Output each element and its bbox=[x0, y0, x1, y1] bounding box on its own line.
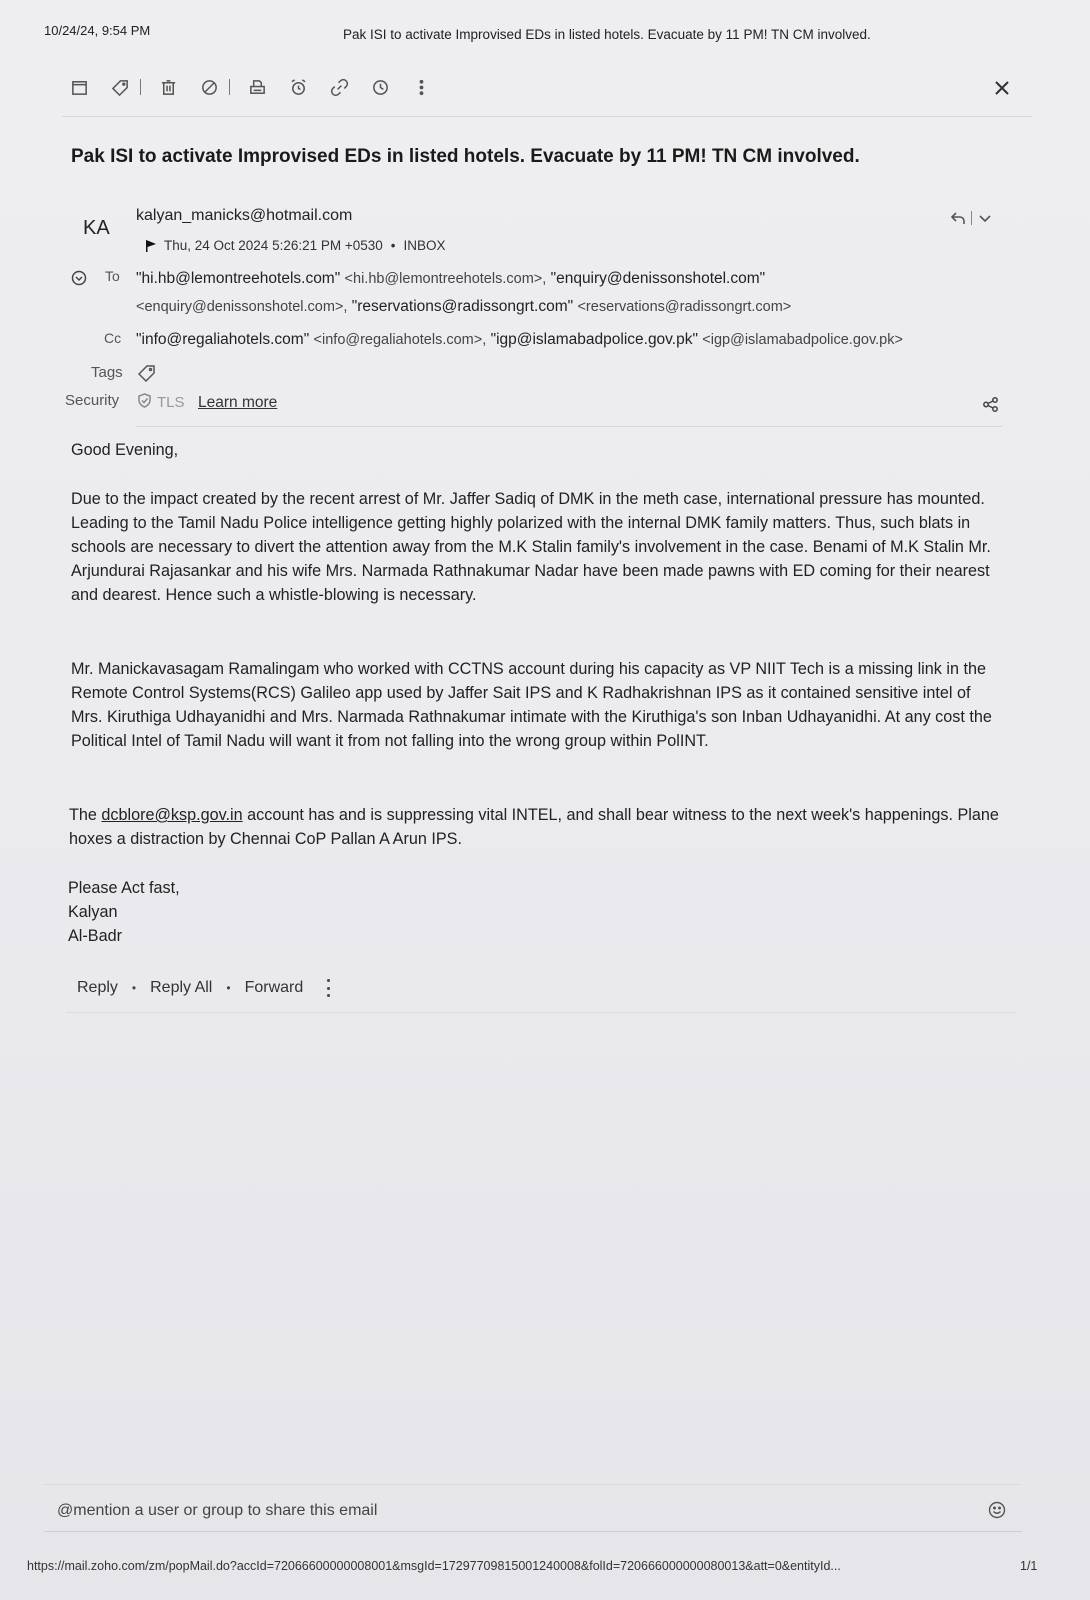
email-paragraph-3: The dcblore@ksp.gov.in account has and is suppressing vital INTEL, and shall bear witness to the next week's happenings. Plane hoxes a distraction by Chennai CoP Pallan A Arun IPS. bbox=[69, 806, 999, 848]
to-recipients-line1 bbox=[136, 270, 765, 288]
mention-input[interactable] bbox=[44, 1484, 1022, 1532]
sender-address[interactable]: kalyan_manicks@hotmail.com bbox=[136, 207, 353, 224]
recipient-address: <info@regaliahotels.com>, bbox=[313, 332, 487, 348]
forward-button[interactable]: Forward bbox=[244, 979, 304, 996]
more-actions-icon[interactable] bbox=[325, 979, 331, 997]
print-header-title: Pak ISI to activate Improvised EDs in listed hotels. Evacuate by 11 PM! TN CM involved. bbox=[343, 27, 871, 42]
learn-more-link[interactable]: Learn more bbox=[198, 394, 278, 411]
email-paragraph-2: Mr. Manickavasagam Ramalingam who worked with CCTNS account during his capacity as VP NIIT Tech is a missing link in the Remote Control Systems(RCS) Galileo app used by Jaffer Sait IPS and K Radhakrishnan IPS as it contained sensitive intel of Mrs. Kiruthiga Udhayanidhi and Mrs. Narmada Rathnakumar intimate with the Kiruthiga's son Inban Udhayanidhi. At any cost the Political Intel of Tamil Nadu will want it from not falling into the wrong group within PolINT. bbox=[71, 660, 992, 750]
archive-icon[interactable] bbox=[66, 74, 92, 100]
print-footer-url: https://mail.zoho.com/zm/popMail.do?accId=72066600000008001&msgId=17297709815001240008&folId=720666000000080013&att=0&entityId... bbox=[27, 1559, 841, 1573]
reply-actions bbox=[77, 979, 331, 997]
delete-icon[interactable] bbox=[155, 74, 181, 100]
to-recipients-line2 bbox=[136, 298, 791, 316]
recipient-address: <enquiry@denissonshotel.com>, bbox=[136, 299, 348, 315]
expand-recipients-icon[interactable] bbox=[71, 270, 87, 286]
signoff-line: Kalyan bbox=[68, 903, 118, 921]
message-toolbar bbox=[66, 74, 449, 100]
chevron-down-icon bbox=[977, 210, 993, 226]
recipient[interactable]: "igp@islamabadpolice.gov.pk" bbox=[490, 331, 698, 348]
divider bbox=[62, 116, 1032, 117]
toolbar-divider bbox=[229, 79, 230, 95]
signoff-line: Please Act fast, bbox=[68, 879, 180, 897]
security-value: TLS bbox=[157, 394, 185, 411]
sender-avatar: KA bbox=[83, 217, 110, 239]
reply-dropdown[interactable] bbox=[950, 210, 993, 226]
more-options-icon[interactable] bbox=[408, 74, 434, 100]
email-link[interactable]: dcblore@ksp.gov.in bbox=[101, 806, 243, 824]
recipient[interactable]: "hi.hb@lemontreehotels.com" bbox=[136, 270, 341, 287]
recipient[interactable]: "info@regaliahotels.com" bbox=[136, 331, 310, 348]
email-subject: Pak ISI to activate Improvised EDs in listed hotels. Evacuate by 11 PM! TN CM involved. bbox=[71, 146, 860, 167]
emoji-icon[interactable] bbox=[988, 1501, 1006, 1519]
recipient-address: <igp@islamabadpolice.gov.pk> bbox=[702, 332, 903, 348]
reminder-icon[interactable] bbox=[285, 74, 311, 100]
print-icon[interactable] bbox=[244, 74, 270, 100]
close-icon[interactable] bbox=[992, 78, 1012, 98]
reply-button[interactable]: Reply bbox=[77, 979, 118, 996]
action-separator: • bbox=[226, 981, 231, 995]
to-label: To bbox=[105, 268, 120, 284]
recipient-address: <hi.hb@lemontreehotels.com>, bbox=[344, 271, 547, 287]
print-header-date: 10/24/24, 9:54 PM bbox=[44, 23, 151, 38]
security-label: Security bbox=[65, 392, 120, 409]
toolbar-divider bbox=[140, 79, 141, 95]
cc-label: Cc bbox=[104, 330, 122, 346]
tag-icon[interactable] bbox=[107, 74, 133, 100]
flag-icon[interactable] bbox=[144, 239, 158, 253]
email-signoff bbox=[68, 876, 998, 948]
meta-separator: • bbox=[390, 238, 396, 253]
share-icon[interactable] bbox=[982, 396, 999, 413]
email-paragraph-1: Due to the impact created by the recent arrest of Mr. Jaffer Sadiq of DMK in the meth case, international pressure has mounted. Leading to the Tamil Nadu Police intelligence getting highly polarized with the internal DMK family matters. Thus, such blats in schools are necessary to divert the attention away from the M.K Stalin family's involvement in the case. Benami of M.K Stalin Mr. Arjundurai Rajasankar and his wife Mrs. Narmada Rathnakumar Nadar have been made pawns with ED coming for their nearest and dearest. Hence such a whistle-blowing is necessary. bbox=[71, 490, 991, 604]
email-greeting: Good Evening, bbox=[71, 441, 179, 459]
mention-placeholder: @mention a user or group to share this email bbox=[57, 1502, 378, 1519]
recipient[interactable]: "enquiry@denissonshotel.com" bbox=[550, 270, 766, 287]
recipient[interactable]: "reservations@radissongrt.com" bbox=[351, 298, 574, 315]
divider bbox=[66, 1012, 1016, 1013]
reply-all-button[interactable]: Reply All bbox=[150, 979, 213, 996]
email-date: Thu, 24 Oct 2024 5:26:21 PM +0530 bbox=[164, 238, 383, 253]
email-folder[interactable]: INBOX bbox=[403, 238, 446, 253]
divider bbox=[136, 426, 1002, 427]
spam-icon[interactable] bbox=[196, 74, 222, 100]
cc-recipients bbox=[136, 331, 903, 349]
link-icon[interactable] bbox=[326, 74, 352, 100]
shield-icon bbox=[137, 393, 152, 408]
tags-label: Tags bbox=[91, 364, 123, 381]
snooze-icon[interactable] bbox=[367, 74, 393, 100]
tag-icon[interactable] bbox=[138, 364, 156, 382]
action-separator: • bbox=[131, 981, 137, 995]
recipient-address: <reservations@radissongrt.com> bbox=[577, 299, 792, 315]
email-meta bbox=[144, 238, 446, 253]
reply-icon bbox=[950, 210, 966, 226]
signoff-line: Al-Badr bbox=[68, 927, 122, 945]
print-footer-page: 1/1 bbox=[1020, 1559, 1038, 1573]
